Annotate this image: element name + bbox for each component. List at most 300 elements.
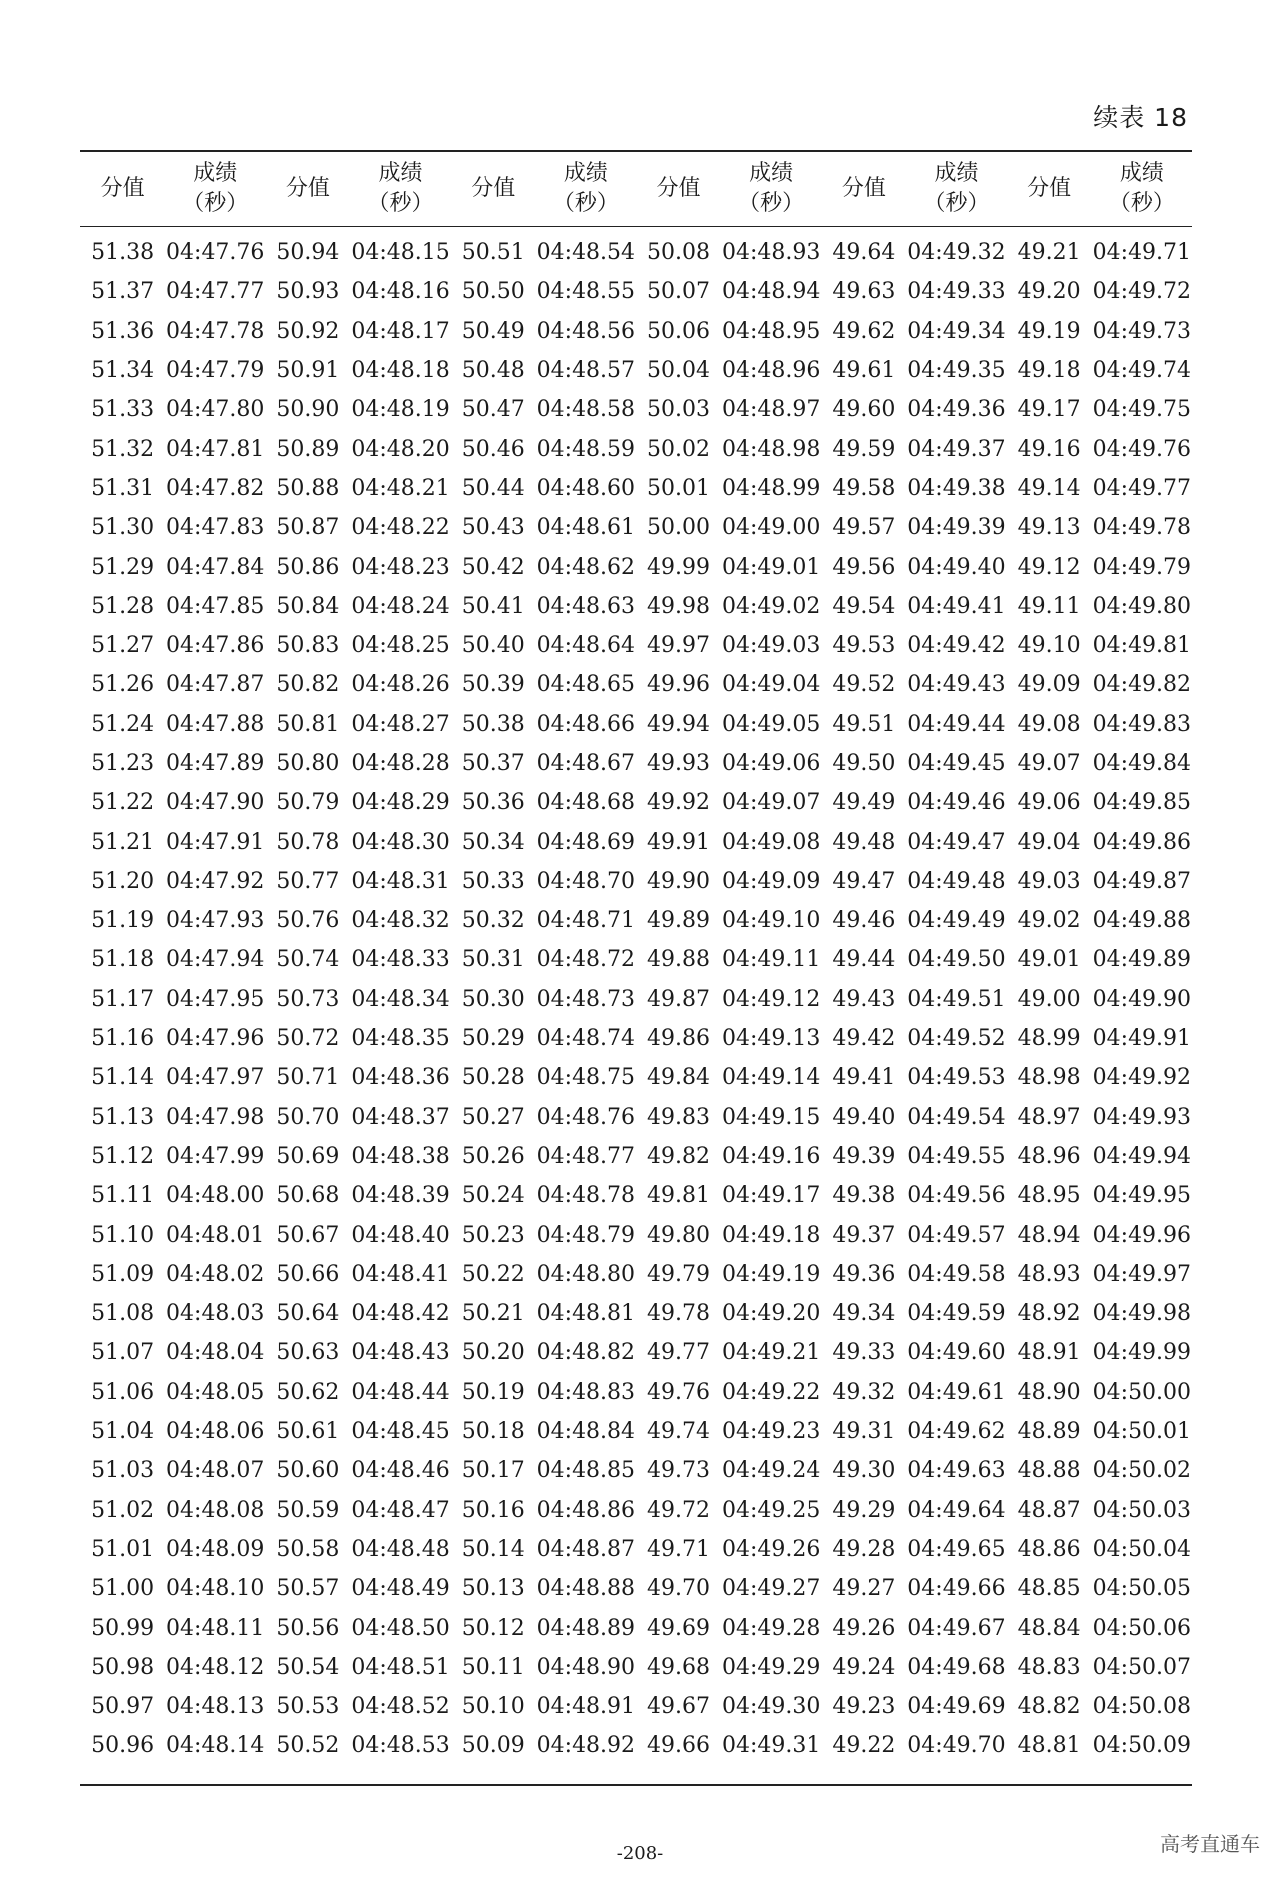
result-cell: 04:50.08 [1092, 1694, 1192, 1720]
result-cell: 04:49.25 [721, 1497, 821, 1523]
score-cell: 50.84 [276, 593, 340, 619]
score-cell: 50.23 [461, 1222, 525, 1248]
score-cell: 48.86 [1017, 1536, 1081, 1562]
table-row [80, 508, 1192, 547]
result-cell: 04:48.64 [536, 633, 636, 659]
table-row [80, 1451, 1192, 1490]
score-cell: 50.41 [461, 593, 525, 619]
result-cell: 04:48.35 [351, 1026, 450, 1052]
score-cell: 49.97 [647, 633, 710, 659]
score-cell: 49.20 [1017, 279, 1081, 305]
result-cell: 04:49.86 [1092, 829, 1192, 855]
score-cell: 48.89 [1017, 1419, 1081, 1445]
score-cell: 50.71 [276, 1065, 340, 1091]
header-result-label: 成绩 [378, 161, 423, 186]
result-cell: 04:47.77 [166, 279, 265, 305]
score-cell: 49.31 [832, 1419, 896, 1445]
result-cell: 04:48.33 [351, 947, 450, 973]
result-cell: 04:49.50 [907, 947, 1006, 973]
score-cell: 48.81 [1017, 1733, 1081, 1759]
score-cell: 50.81 [276, 711, 340, 737]
score-cell: 49.90 [647, 868, 710, 894]
result-cell: 04:48.13 [166, 1694, 265, 1720]
score-cell: 50.02 [647, 436, 710, 462]
score-cell: 50.59 [276, 1497, 340, 1523]
score-cell: 50.01 [647, 475, 710, 501]
table-row [80, 1491, 1192, 1530]
score-cell: 49.33 [832, 1340, 896, 1366]
result-cell: 04:49.96 [1092, 1222, 1192, 1248]
result-cell: 04:48.01 [166, 1222, 265, 1248]
score-cell: 50.48 [461, 358, 525, 384]
score-cell: 49.98 [647, 593, 710, 619]
header-result [165, 151, 265, 227]
score-cell: 50.11 [461, 1654, 525, 1680]
result-cell: 04:49.06 [721, 751, 821, 776]
result-cell: 04:49.71 [1092, 240, 1192, 266]
result-cell: 04:49.37 [907, 436, 1006, 462]
table-row [80, 626, 1192, 665]
result-cell: 04:49.92 [1092, 1065, 1192, 1091]
score-cell: 50.93 [276, 279, 340, 305]
score-cell: 49.52 [832, 672, 896, 698]
result-cell: 04:48.45 [351, 1419, 450, 1445]
result-cell: 04:48.46 [351, 1458, 450, 1484]
result-cell: 04:49.52 [907, 1026, 1006, 1052]
header-score: 分值 [100, 176, 145, 201]
score-cell: 50.31 [461, 947, 525, 973]
table-row [80, 429, 1192, 468]
result-cell: 04:49.18 [721, 1222, 821, 1248]
score-cell: 50.50 [461, 279, 525, 305]
result-cell: 04:48.55 [536, 279, 636, 305]
header-result-unit: （秒） [552, 191, 619, 216]
score-cell: 50.64 [276, 1301, 340, 1327]
result-cell: 04:49.73 [1092, 318, 1192, 344]
score-cell: 50.82 [276, 672, 340, 698]
result-cell: 04:48.10 [166, 1576, 265, 1602]
result-cell: 04:49.29 [721, 1654, 821, 1680]
result-cell: 04:49.64 [907, 1497, 1006, 1523]
result-cell: 04:49.02 [721, 593, 821, 619]
result-cell: 04:47.96 [166, 1026, 265, 1052]
table-row [80, 1608, 1192, 1647]
result-cell: 04:47.94 [166, 947, 265, 973]
result-cell: 04:49.48 [907, 868, 1006, 894]
result-cell: 04:48.02 [166, 1261, 265, 1287]
score-cell: 49.22 [832, 1733, 896, 1759]
score-cell: 49.12 [1017, 554, 1081, 580]
score-cell: 51.36 [91, 318, 155, 344]
score-cell: 49.88 [647, 947, 710, 973]
result-cell: 04:49.65 [907, 1536, 1006, 1562]
result-cell: 04:48.83 [536, 1379, 636, 1405]
result-cell: 04:48.27 [351, 711, 450, 737]
header-result-unit: （秒） [923, 191, 990, 216]
score-cell: 50.24 [461, 1183, 525, 1209]
result-cell: 04:49.91 [1092, 1026, 1192, 1052]
result-cell: 04:48.49 [351, 1576, 450, 1602]
result-cell: 04:49.76 [1092, 436, 1192, 462]
table-row [80, 1648, 1192, 1687]
score-cell: 50.04 [647, 358, 710, 384]
score-cell: 50.87 [276, 515, 340, 541]
table-row [80, 744, 1192, 783]
score-cell: 51.31 [91, 475, 155, 501]
result-cell: 04:49.89 [1092, 947, 1192, 973]
score-cell: 49.82 [647, 1143, 710, 1169]
result-cell: 04:49.66 [907, 1576, 1006, 1602]
score-cell: 49.24 [832, 1654, 896, 1680]
score-cell: 49.62 [832, 318, 896, 344]
result-cell: 04:48.76 [536, 1104, 636, 1130]
score-cell: 50.63 [276, 1340, 340, 1366]
result-cell: 04:48.41 [351, 1261, 450, 1287]
result-cell: 04:49.54 [907, 1104, 1006, 1130]
score-cell: 49.74 [647, 1419, 710, 1445]
table-row [80, 940, 1192, 979]
score-cell: 48.95 [1017, 1183, 1081, 1209]
score-cell: 50.22 [461, 1261, 525, 1287]
score-cell: 49.70 [647, 1576, 710, 1602]
score-cell: 49.91 [647, 829, 710, 855]
header-score: 分值 [841, 176, 886, 201]
result-cell: 04:49.49 [907, 908, 1006, 934]
result-cell: 04:49.17 [721, 1183, 821, 1209]
result-cell: 04:47.89 [166, 751, 265, 776]
score-cell: 50.14 [461, 1536, 525, 1562]
result-cell: 04:49.85 [1092, 790, 1192, 816]
score-cell: 49.40 [832, 1104, 896, 1130]
table-row [80, 1687, 1192, 1726]
table-row [80, 312, 1192, 351]
result-cell: 04:49.57 [907, 1222, 1006, 1248]
result-cell: 04:48.97 [721, 397, 821, 423]
result-cell: 04:49.30 [721, 1694, 821, 1720]
result-cell: 04:48.96 [721, 358, 821, 384]
result-cell: 04:49.51 [907, 986, 1006, 1012]
result-cell: 04:49.90 [1092, 986, 1192, 1012]
result-cell: 04:50.04 [1092, 1536, 1192, 1562]
score-cell: 50.73 [276, 986, 340, 1012]
result-cell: 04:48.36 [351, 1065, 450, 1091]
result-cell: 04:47.88 [166, 711, 265, 737]
score-cell: 51.37 [91, 279, 155, 305]
result-cell: 04:48.04 [166, 1340, 265, 1366]
score-cell: 51.14 [91, 1065, 155, 1091]
score-cell: 50.06 [647, 318, 710, 344]
score-cell: 49.73 [647, 1458, 710, 1484]
score-cell: 49.32 [832, 1379, 896, 1405]
result-cell: 04:48.58 [536, 397, 636, 423]
table-row [80, 547, 1192, 586]
header-result-label: 成绩 [1119, 161, 1164, 186]
score-table-container [80, 150, 1192, 1786]
result-cell: 04:50.03 [1092, 1497, 1192, 1523]
result-cell: 04:48.00 [166, 1183, 265, 1209]
score-cell: 51.27 [91, 633, 155, 659]
result-cell: 04:48.63 [536, 593, 636, 619]
score-cell: 50.42 [461, 554, 525, 580]
result-cell: 04:48.59 [536, 436, 636, 462]
result-cell: 04:49.80 [1092, 593, 1192, 619]
result-cell: 04:48.07 [166, 1458, 265, 1484]
result-cell: 04:50.02 [1092, 1458, 1192, 1484]
result-cell: 04:49.20 [721, 1301, 821, 1327]
result-cell: 04:49.47 [907, 829, 1006, 855]
result-cell: 04:48.24 [351, 593, 450, 619]
table-row [80, 1215, 1192, 1254]
result-cell: 04:48.22 [351, 515, 450, 541]
score-cell: 49.02 [1017, 908, 1081, 934]
result-cell: 04:48.16 [351, 279, 450, 305]
score-cell: 49.96 [647, 672, 710, 698]
score-cell: 50.97 [91, 1694, 155, 1720]
score-cell: 50.53 [276, 1694, 340, 1720]
score-cell: 50.12 [461, 1615, 525, 1641]
result-cell: 04:48.18 [351, 358, 450, 384]
header-score: 分值 [656, 176, 701, 201]
table-row [80, 1098, 1192, 1137]
score-cell: 50.03 [647, 397, 710, 423]
result-cell: 04:48.70 [536, 868, 636, 894]
result-cell: 04:49.75 [1092, 397, 1192, 423]
table-row [80, 783, 1192, 822]
score-cell: 49.59 [832, 436, 896, 462]
result-cell: 04:48.57 [536, 358, 636, 384]
table-row [80, 822, 1192, 861]
score-cell: 50.34 [461, 829, 525, 855]
result-cell: 04:49.93 [1092, 1104, 1192, 1130]
result-cell: 04:49.12 [721, 986, 821, 1012]
score-cell: 50.57 [276, 1576, 340, 1602]
result-cell: 04:48.43 [351, 1340, 450, 1366]
score-cell: 48.94 [1017, 1222, 1081, 1248]
score-cell: 50.20 [461, 1340, 525, 1366]
score-cell: 48.88 [1017, 1458, 1081, 1484]
score-cell: 49.01 [1017, 947, 1081, 973]
header-score: 分值 [1027, 176, 1072, 201]
result-cell: 04:48.79 [536, 1222, 636, 1248]
score-cell: 49.18 [1017, 358, 1081, 384]
result-cell: 04:49.34 [907, 318, 1006, 344]
result-cell: 04:48.82 [536, 1340, 636, 1366]
score-cell: 48.93 [1017, 1261, 1081, 1287]
watermark: 高考直通车 [1160, 1832, 1260, 1856]
result-cell: 04:47.91 [166, 829, 265, 855]
score-cell: 49.21 [1017, 240, 1081, 266]
score-cell: 48.84 [1017, 1615, 1081, 1641]
result-cell: 04:47.82 [166, 475, 265, 501]
result-cell: 04:48.28 [351, 751, 450, 776]
result-cell: 04:49.31 [721, 1733, 821, 1759]
score-cell: 48.96 [1017, 1143, 1081, 1169]
score-cell: 50.00 [647, 515, 710, 541]
score-cell: 49.89 [647, 908, 710, 934]
score-cell: 49.11 [1017, 593, 1081, 619]
result-cell: 04:48.47 [351, 1497, 450, 1523]
result-cell: 04:49.81 [1092, 633, 1192, 659]
score-cell: 48.82 [1017, 1694, 1081, 1720]
result-cell: 04:48.21 [351, 475, 450, 501]
result-cell: 04:49.45 [907, 751, 1006, 776]
result-cell: 04:49.03 [721, 633, 821, 659]
result-cell: 04:48.68 [536, 790, 636, 816]
score-cell: 49.39 [832, 1143, 896, 1169]
result-cell: 04:48.89 [536, 1615, 636, 1641]
score-cell: 49.94 [647, 711, 710, 737]
result-cell: 04:49.43 [907, 672, 1006, 698]
score-cell: 49.16 [1017, 436, 1081, 462]
result-cell: 04:47.79 [166, 358, 265, 384]
result-cell: 04:49.79 [1092, 554, 1192, 580]
result-cell: 04:49.13 [721, 1026, 821, 1052]
result-cell: 04:49.04 [721, 672, 821, 698]
score-cell: 49.68 [647, 1654, 710, 1680]
table-row [80, 1019, 1192, 1058]
table-row [80, 227, 1192, 273]
result-cell: 04:49.63 [907, 1458, 1006, 1484]
score-cell: 49.08 [1017, 711, 1081, 737]
score-cell: 49.17 [1017, 397, 1081, 423]
score-cell: 50.70 [276, 1104, 340, 1130]
score-cell: 49.80 [647, 1222, 710, 1248]
score-cell: 50.38 [461, 711, 525, 737]
result-cell: 04:48.86 [536, 1497, 636, 1523]
score-cell: 49.51 [832, 711, 896, 737]
score-cell: 51.24 [91, 711, 155, 737]
score-cell: 50.98 [91, 1654, 155, 1680]
score-cell: 50.91 [276, 358, 340, 384]
score-cell: 50.52 [276, 1733, 340, 1759]
result-cell: 04:48.65 [536, 672, 636, 698]
table-caption: 续表 18 [1093, 103, 1188, 132]
result-cell: 04:48.73 [536, 986, 636, 1012]
score-cell: 49.09 [1017, 672, 1081, 698]
result-cell: 04:48.09 [166, 1536, 265, 1562]
score-cell: 50.94 [276, 240, 340, 266]
score-cell: 51.03 [91, 1458, 155, 1484]
score-cell: 49.26 [832, 1615, 896, 1641]
score-cell: 50.18 [461, 1419, 525, 1445]
score-cell: 49.49 [832, 790, 896, 816]
table-row [80, 980, 1192, 1019]
score-cell: 49.06 [1017, 790, 1081, 816]
result-cell: 04:48.25 [351, 633, 450, 659]
result-cell: 04:49.61 [907, 1379, 1006, 1405]
result-cell: 04:49.10 [721, 908, 821, 934]
score-cell: 49.41 [832, 1065, 896, 1091]
score-cell: 49.76 [647, 1379, 710, 1405]
score-cell: 50.72 [276, 1026, 340, 1052]
score-cell: 50.32 [461, 908, 525, 934]
result-cell: 04:49.78 [1092, 515, 1192, 541]
result-cell: 04:48.19 [351, 397, 450, 423]
score-cell: 49.57 [832, 515, 896, 541]
header-result [1092, 151, 1192, 227]
score-cell: 50.56 [276, 1615, 340, 1641]
result-cell: 04:48.98 [721, 436, 821, 462]
score-cell: 51.17 [91, 986, 155, 1012]
score-cell: 49.43 [832, 986, 896, 1012]
result-cell: 04:49.14 [721, 1065, 821, 1091]
score-cell: 49.78 [647, 1301, 710, 1327]
result-cell: 04:48.69 [536, 829, 636, 855]
score-cell: 49.86 [647, 1026, 710, 1052]
header-result-unit: （秒） [367, 191, 434, 216]
table-row [80, 1726, 1192, 1784]
result-cell: 04:49.87 [1092, 868, 1192, 894]
score-cell: 49.93 [647, 751, 710, 776]
result-cell: 04:48.74 [536, 1026, 636, 1052]
result-cell: 04:48.17 [351, 318, 450, 344]
result-cell: 04:48.39 [351, 1183, 450, 1209]
score-cell: 50.49 [461, 318, 525, 344]
result-cell: 04:48.40 [351, 1222, 450, 1248]
result-cell: 04:50.05 [1092, 1576, 1192, 1602]
result-cell: 04:49.36 [907, 397, 1006, 423]
score-cell: 49.87 [647, 986, 710, 1012]
result-cell: 04:49.32 [907, 240, 1006, 266]
header-result [350, 151, 450, 227]
table-row [80, 862, 1192, 901]
result-cell: 04:48.61 [536, 515, 636, 541]
score-cell: 49.04 [1017, 829, 1081, 855]
result-cell: 04:48.78 [536, 1183, 636, 1209]
result-cell: 04:47.97 [166, 1065, 265, 1091]
table-row [80, 1412, 1192, 1451]
result-cell: 04:48.67 [536, 751, 636, 776]
score-cell: 50.33 [461, 868, 525, 894]
score-cell: 49.50 [832, 751, 896, 776]
score-cell: 50.16 [461, 1497, 525, 1523]
score-cell: 49.69 [647, 1615, 710, 1641]
result-cell: 04:49.68 [907, 1654, 1006, 1680]
result-cell: 04:49.42 [907, 633, 1006, 659]
table-row [80, 1294, 1192, 1333]
score-cell: 50.36 [461, 790, 525, 816]
table-row [80, 705, 1192, 744]
result-cell: 04:48.91 [536, 1694, 636, 1720]
result-cell: 04:48.60 [536, 475, 636, 501]
result-cell: 04:48.11 [166, 1615, 265, 1641]
result-cell: 04:49.15 [721, 1104, 821, 1130]
table-row [80, 351, 1192, 390]
result-cell: 04:48.51 [351, 1654, 450, 1680]
score-cell: 49.23 [832, 1694, 896, 1720]
score-cell: 48.92 [1017, 1301, 1081, 1327]
result-cell: 04:48.66 [536, 711, 636, 737]
result-cell: 04:49.82 [1092, 672, 1192, 698]
result-cell: 04:48.77 [536, 1143, 636, 1169]
score-cell: 49.46 [832, 908, 896, 934]
result-cell: 04:49.16 [721, 1143, 821, 1169]
result-cell: 04:48.53 [351, 1733, 450, 1759]
result-cell: 04:48.56 [536, 318, 636, 344]
header-result [536, 151, 636, 227]
result-cell: 04:49.09 [721, 868, 821, 894]
score-cell: 49.42 [832, 1026, 896, 1052]
result-cell: 04:49.98 [1092, 1301, 1192, 1327]
score-cell: 49.28 [832, 1536, 896, 1562]
result-cell: 04:48.92 [536, 1733, 636, 1759]
score-cell: 51.10 [91, 1222, 155, 1248]
score-cell: 49.72 [647, 1497, 710, 1523]
result-cell: 04:49.44 [907, 711, 1006, 737]
header-result-unit: （秒） [1108, 191, 1175, 216]
result-cell: 04:50.09 [1092, 1733, 1192, 1759]
score-cell: 50.47 [461, 397, 525, 423]
